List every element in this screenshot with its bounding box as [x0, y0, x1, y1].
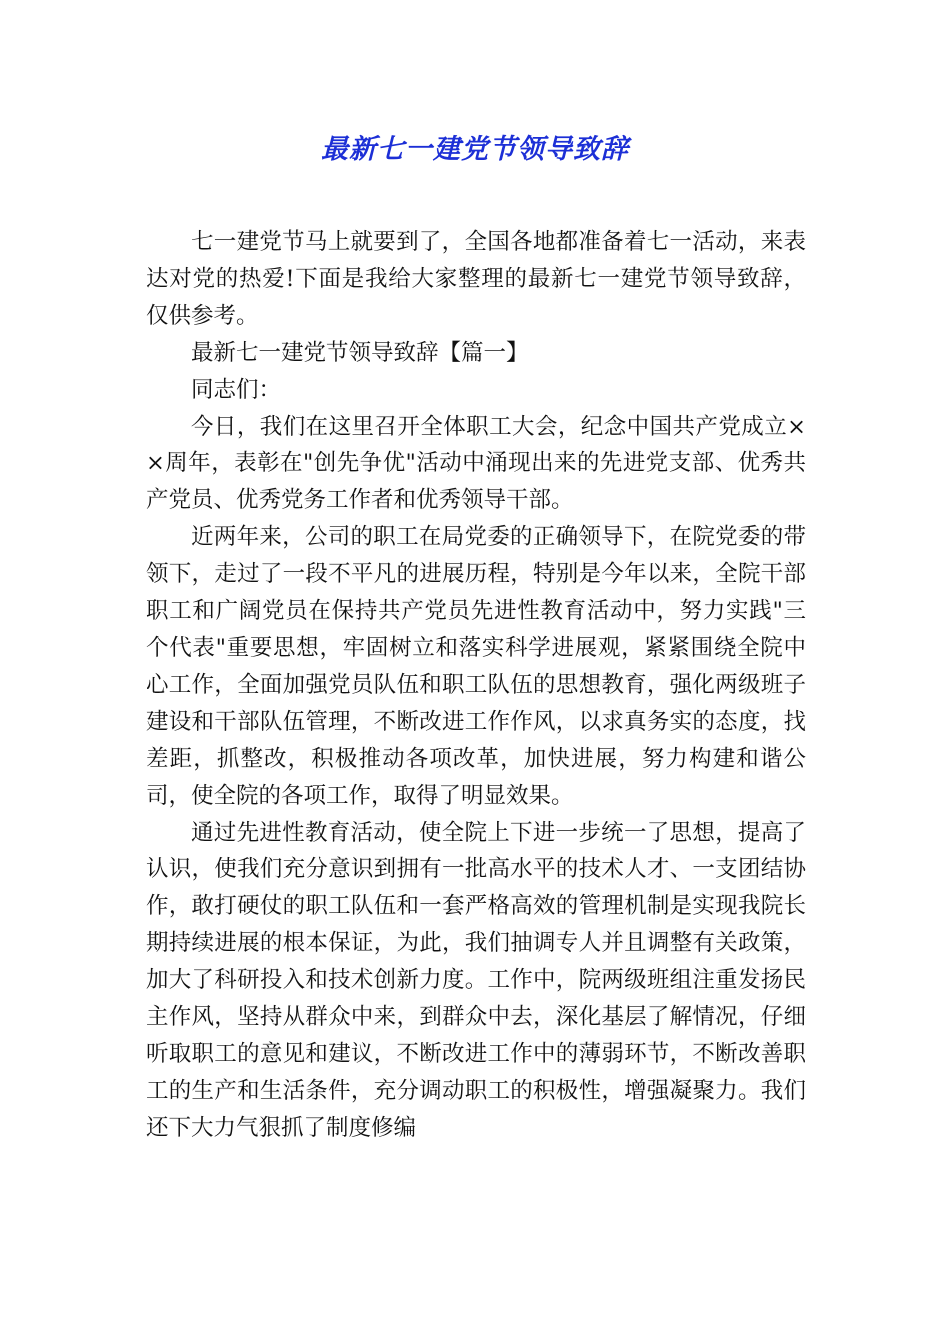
paragraph-opening: 今日，我们在这里召开全体职工大会，纪念中国共产党成立××周年，表彰在"创先争优"活动中涌现出来的先进党支部、优秀共产党员、优秀党务工作者和优秀领导干部。 [146, 413, 806, 514]
document-title: 最新七一建党节领导致辞 [321, 134, 629, 165]
salutation: 同志们： [191, 376, 282, 403]
section-heading: 最新七一建党节领导致辞【篇一】 [191, 339, 529, 366]
paragraph-progress: 近两年来，公司的职工在局党委的正确领导下，在院党委的带领下，走过了一段不平凡的进展历程，特别是今年以来，全院干部职工和广阔党员在保持共产党员先进性教育活动中，努力实践"三个代表"重要思想，牢固树立和落实科学进展观，紧紧围绕全院中心工作，全面加强党员队伍和职工队伍的思想教育，强化两级班子建设和干部队伍管理，不断改进工作作风，以求真务实的态度，找差距，抓整改，积极推动各项改革，加快进展，努力构建和谐公司，使全院的各项工作，取得了明显效果。 [146, 524, 806, 809]
paragraph-intro: 七一建党节马上就要到了，全国各地都准备着七一活动，来表达对党的热爱!下面是我给大家整理的最新七一建党节领导致辞，仅供参考。 [146, 229, 806, 329]
paragraph-education: 通过先进性教育活动，使全院上下进一步统一了思想，提高了认识，使我们充分意识到拥有一批高水平的技术人才、一支团结协作，敢打硬仗的职工队伍和一套严格高效的管理机制是实现我院长期持续进展的根本保证，为此，我们抽调专人并且调整有关政策，加大了科研投入和技术创新力度。工作中，院两级班组注重发扬民主作风，坚持从群众中来，到群众中去，深化基层了解情况，仔细听取职工的意见和建议，不断改进工作中的薄弱环节，不断改善职工的生产和生活条件，充分调动职工的积极性，增强凝聚力。我们还下大力气狠抓了制度修编 [146, 819, 806, 1141]
document-body [146, 224, 806, 1147]
